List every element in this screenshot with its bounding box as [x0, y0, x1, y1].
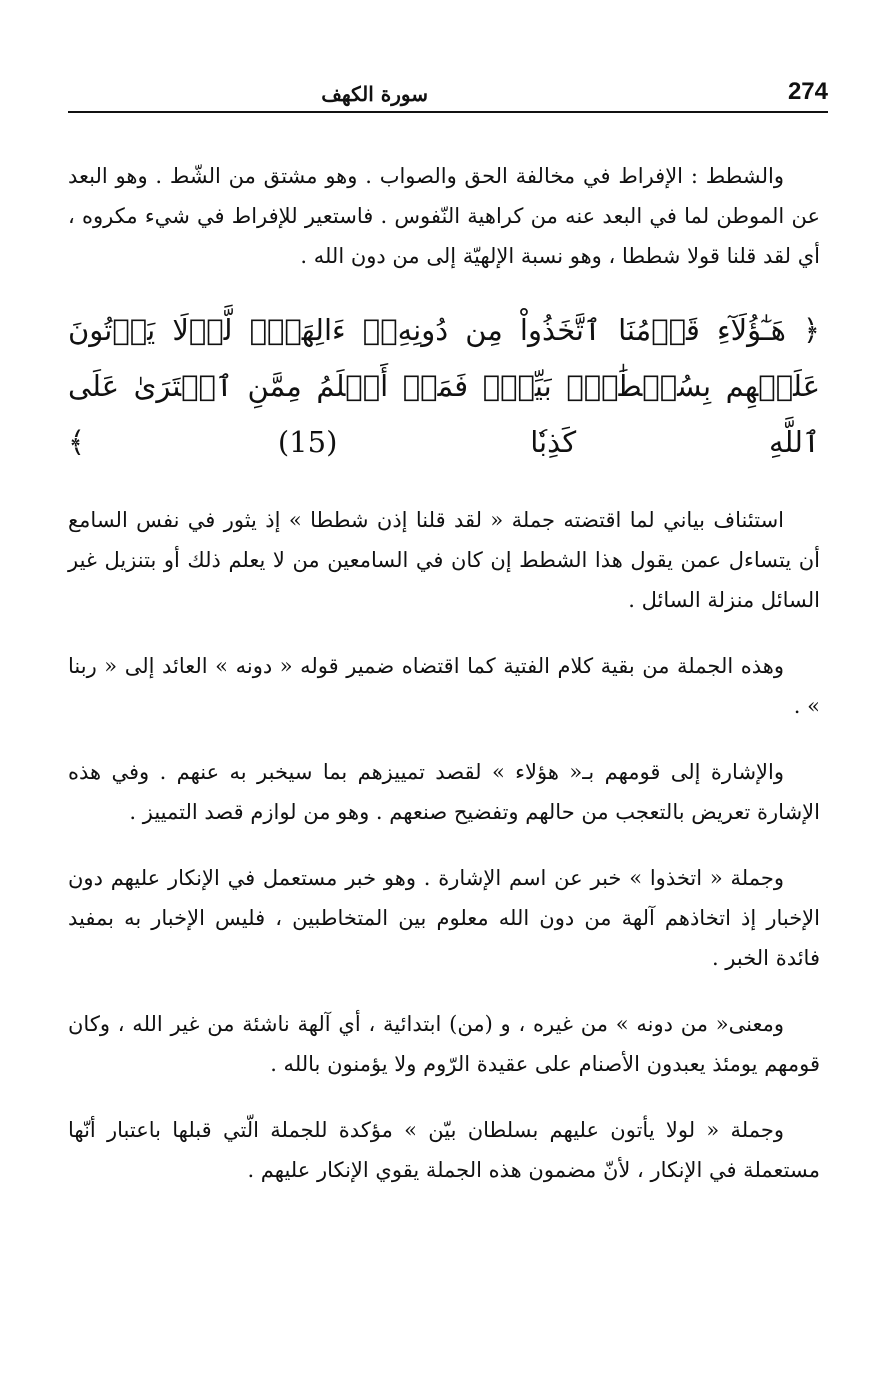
paragraph-shatat-definition: والشطط : الإفراط في مخالفة الحق والصواب . وهو مشتق من الشّط . وهو البعد عن الموطن لما في البعد عنه من كراهية النّفوس . فاستعير للإفراط في شيء مكروه ، أي لقد قلنا قولا شططا ، وهو نسبة الإلهيّة إلى من دون الله . [68, 164, 820, 268]
page-body [68, 156, 820, 1216]
paragraph-fitya-speech: وهذه الجملة من بقية كلام الفتية كما اقتضاه ضمير قوله « دونه » العائد إلى « ربنا » . [68, 654, 820, 718]
header-rule [68, 111, 828, 113]
page-header [68, 78, 828, 110]
surah-title: سورة الكهف [321, 82, 428, 106]
paragraph-min-dunihi: ومعنى« من دونه » من غيره ، و (من) ابتدائية ، أي آلهة ناشئة من غير الله ، وكان قومهم يومئذ يعبدون الأصنام على عقيدة الرّوم ولا يؤمنون بالله . [68, 1012, 820, 1076]
page-number: 274 [787, 78, 828, 105]
paragraph-ittakhadhu: وجملة « اتخذوا » خبر عن اسم الإشارة . وهو خبر مستعمل في الإنكار عليهم دون الإخبار إذ اتخاذهم آلهة من دون الله معلوم بين المتخاطبين ، فليس الإخبار به بمفيد فائدة الخبر . [68, 866, 820, 970]
paragraph-lawla: وجملة « لولا يأتون عليهم بسلطان بيّن » مؤكدة للجملة الّتي قبلها باعتبار أنّها مستعملة في الإنكار ، لأنّ مضمون هذه الجملة يقوي الإنكار عليهم . [68, 1118, 820, 1182]
paragraph-ishara: والإشارة إلى قومهم بـ« هؤلاء » لقصد تمييزهم بما سيخبر به عنهم . وفي هذه الإشارة تعريض بالتعجب من حالهم وتفضيح صنعهم . وهو من لوازم قصد التمييز . [68, 760, 820, 824]
quran-verse: ﴿ هَـٰٓؤُلَآءِ قَوۡمُنَا ٱتَّخَذُواْ مِن دُونِهِۦٓ ءَالِهَةٗۖ لَّوۡلَا يَأۡتُونَ عَلَيۡهِم بِسُلۡطَٰنِۭ بَيِّنٖۖ فَمَنۡ أَظۡلَمُ مِمَّنِ ٱفۡتَرَىٰ عَلَى ٱللَّهِ كَذِبٗا (15) ﴾ [68, 313, 820, 459]
paragraph-istinaf: استئناف بياني لما اقتضته جملة « لقد قلنا إذن شططا » إذ يثور في نفس السامع أن يتساءل عمن يقول هذا الشطط إن كان في السامعين من لا يعلم ذلك أو بتنزيل غير السائل منزلة السائل . [68, 508, 820, 612]
